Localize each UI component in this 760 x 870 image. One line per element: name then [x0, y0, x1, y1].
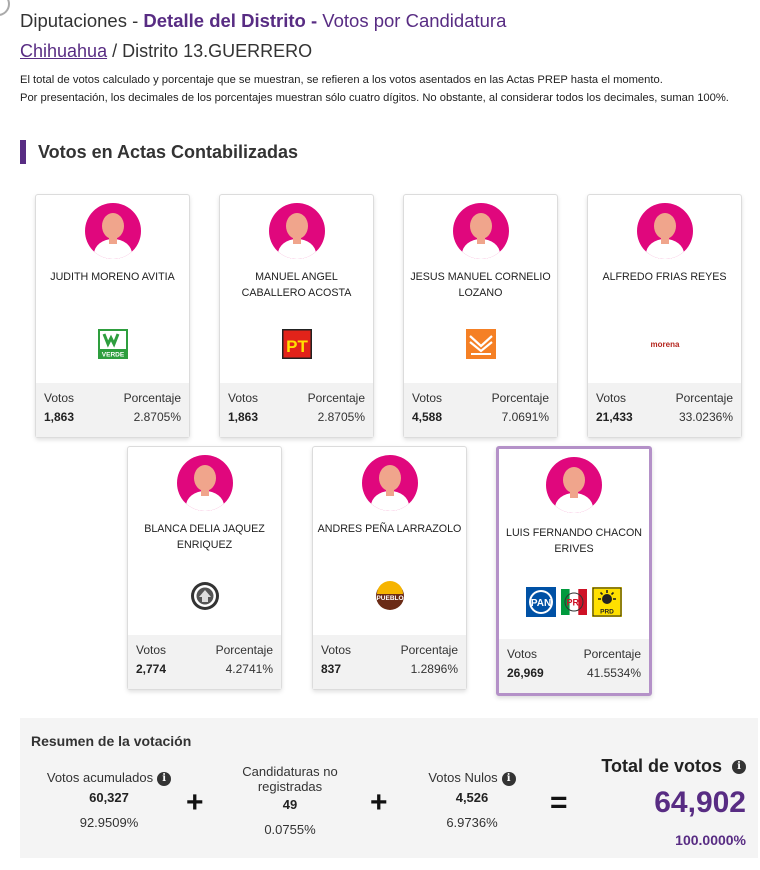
votes-value: 1,863 [44, 410, 75, 424]
accumulated-votes [38, 770, 180, 830]
percent-value: 7.0691% [501, 410, 549, 424]
party-logos [466, 329, 496, 359]
pri-logo [559, 587, 589, 617]
plus-sign: + [186, 786, 204, 819]
votes-label: Votos [507, 647, 538, 661]
candidate-stats [313, 635, 466, 689]
percent-label: Porcentaje [583, 647, 641, 661]
candidate-stats [499, 639, 649, 693]
plus-sign: + [370, 786, 388, 819]
total-votes-value: 64,902 [654, 786, 746, 819]
party-logos [526, 587, 622, 617]
candidate-card[interactable] [127, 446, 282, 690]
morena-logo [650, 329, 680, 359]
edge-arc-decoration [0, 0, 10, 16]
title-subsection: Votos por Candidatura [322, 10, 507, 31]
independiente-logo [190, 581, 220, 611]
pueblo-logo-text: PUEBLO [375, 595, 404, 602]
percent-label: Porcentaje [123, 391, 181, 405]
votes-value: 26,969 [507, 666, 544, 680]
party-logos [650, 329, 680, 359]
votes-label: Votos [228, 391, 259, 405]
pt-logo-text: PT [285, 337, 308, 356]
vote-summary-panel [20, 718, 758, 858]
morena-logo-text: morena [650, 340, 679, 349]
votes-value: 2,774 [136, 662, 167, 676]
candidate-stats [220, 383, 373, 437]
title-section: Diputaciones - [20, 10, 144, 31]
null-votes [402, 770, 542, 830]
title-detail: Detalle del Distrito - [143, 10, 323, 31]
pri-logo-text: PRI [566, 597, 582, 608]
info-icon[interactable]: i [157, 772, 171, 786]
candidate-card-selected[interactable] [496, 446, 652, 696]
candidate-name: ALFREDO FRIAS REYES [602, 271, 727, 283]
null-votes-value: 4,526 [455, 789, 489, 805]
null-votes-percent: 6.9736% [446, 814, 498, 830]
candidate-card[interactable] [312, 446, 467, 690]
total-votes-label: Total de votos [601, 756, 722, 776]
percent-label: Porcentaje [491, 391, 549, 405]
candidate-avatar [362, 455, 418, 511]
candidate-avatar [637, 203, 693, 259]
party-logos [98, 329, 128, 359]
movimiento-ciudadano-logo [466, 329, 496, 359]
section-header [20, 140, 298, 164]
candidate-avatar [453, 203, 509, 259]
candidate-card[interactable] [219, 194, 374, 438]
candidate-avatar [269, 203, 325, 259]
unregistered-value: 49 [282, 797, 298, 812]
candidate-stats [36, 383, 189, 437]
candidate-avatar [85, 203, 141, 259]
candidate-name: BLANCA DELIA JAQUEZ ENRIQUEZ [144, 523, 265, 551]
votes-disclaimer [20, 71, 740, 107]
votes-label: Votos [136, 643, 167, 657]
percent-label: Porcentaje [307, 391, 365, 405]
percent-label: Porcentaje [400, 643, 458, 657]
breadcrumb-state-link[interactable]: Chihuahua [20, 41, 108, 61]
percent-value: 4.2741% [225, 662, 273, 676]
total-votes-title [601, 756, 746, 777]
info-icon[interactable]: i [732, 760, 746, 774]
percent-value: 33.0236% [678, 410, 733, 424]
null-votes-label: Votos Nulos [428, 770, 498, 785]
percent-label: Porcentaje [215, 643, 273, 657]
candidate-avatar [546, 457, 602, 513]
candidate-name: JESUS MANUEL CORNELIO LOZANO [410, 271, 551, 299]
pt-logo [282, 329, 312, 359]
unregistered-label: Candidaturas no registradas [242, 764, 338, 794]
total-votes-percent: 100.0000% [675, 832, 746, 848]
unregistered-candidates [220, 764, 360, 837]
votes-label: Votos [596, 391, 627, 405]
candidate-card[interactable] [35, 194, 190, 438]
unregistered-percent: 0.0755% [264, 822, 316, 837]
party-logos [375, 581, 405, 611]
accumulated-value: 60,327 [89, 789, 129, 805]
candidate-stats [128, 635, 281, 689]
pan-logo-text: PAN [530, 598, 552, 609]
candidate-name: ANDRES PEÑA LARRAZOLO [317, 523, 462, 535]
disclaimer-line-1: El total de votos calculado y porcentaje que se muestran, se refieren a los votos asentados en las Actas PREP hasta el momento. [20, 74, 663, 86]
disclaimer-line-2: Por presentación, los decimales de los porcentajes muestran sólo cuatro dígitos. No obstante, al considerar todos los decimales, suman 100%. [20, 92, 729, 104]
prd-logo [592, 587, 622, 617]
percent-label: Porcentaje [675, 391, 733, 405]
page-title [20, 10, 506, 32]
votes-label: Votos [412, 391, 443, 405]
equals-sign: = [550, 786, 568, 819]
verde-logo-text: VERDE [101, 351, 124, 359]
percent-value: 2.8705% [317, 410, 365, 424]
votes-value: 837 [321, 662, 342, 676]
pan-logo [526, 587, 556, 617]
breadcrumb [20, 41, 312, 62]
section-accent-bar [20, 140, 26, 164]
votes-value: 21,433 [596, 410, 633, 424]
candidate-stats [404, 383, 557, 437]
party-logos [282, 329, 312, 359]
accumulated-percent: 92.9509% [79, 814, 139, 830]
candidate-name: JUDITH MORENO AVITIA [50, 271, 175, 283]
info-icon[interactable]: i [502, 772, 516, 786]
accumulated-label: Votos acumulados [46, 770, 154, 785]
verde-logo [98, 329, 128, 359]
percent-value: 1.2896% [410, 662, 458, 676]
candidate-avatar [177, 455, 233, 511]
votes-value: 1,863 [228, 410, 259, 424]
pueblo-logo [375, 581, 405, 611]
prd-logo-text: PRD [600, 608, 614, 616]
votes-label: Votos [44, 391, 75, 405]
percent-value: 41.5534% [586, 666, 641, 680]
summary-title: Resumen de la votación [31, 733, 192, 749]
breadcrumb-district: / Distrito 13.GUERRERO [107, 41, 313, 61]
votes-label: Votos [321, 643, 352, 657]
candidate-stats [588, 383, 741, 437]
party-logos [190, 581, 220, 611]
candidate-name: LUIS FERNANDO CHACON ERIVES [506, 527, 642, 555]
votes-value: 4,588 [412, 410, 443, 424]
percent-value: 2.8705% [133, 410, 181, 424]
section-title: Votos en Actas Contabilizadas [38, 141, 299, 162]
candidate-name: MANUEL ANGEL CABALLERO ACOSTA [241, 271, 352, 299]
candidate-card[interactable] [587, 194, 742, 438]
candidate-card[interactable] [403, 194, 558, 438]
